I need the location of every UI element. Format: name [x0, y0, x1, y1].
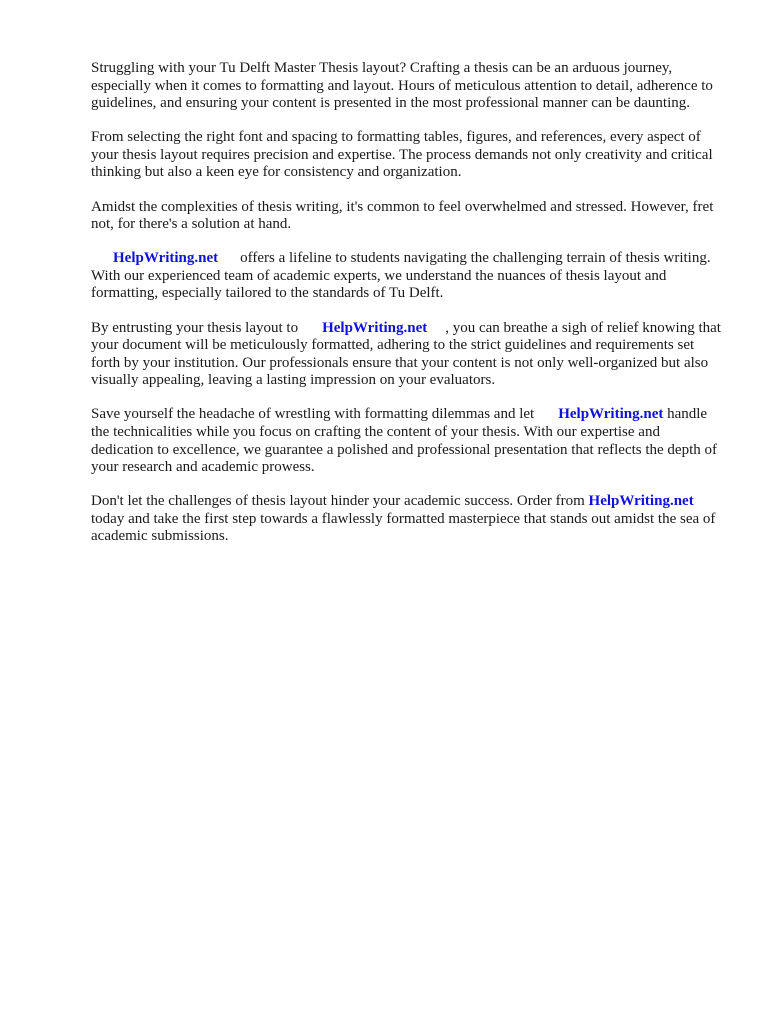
paragraph-lifeline	[91, 250, 723, 303]
paragraph-entrusting-text: , you can breathe a sigh of relief knowing that your document will be meticulously formatted, adhering to the strict guidelines and requirements set forth by your institution. Our professionals ensure that your content is not only well-organized but also visually appealing, leaving a lasting impression on your evaluators.	[91, 319, 721, 389]
helpwriting-link-3[interactable]: HelpWriting.net	[558, 406, 664, 423]
paragraph-complexities: Amidst the complexities of thesis writing, it's common to feel overwhelmed and stressed. However, fret not, for there's a solution at hand.	[91, 198, 714, 233]
paragraph-entrusting	[91, 320, 723, 390]
paragraph-order	[91, 493, 723, 546]
paragraph-formatting: From selecting the right font and spacing to formatting tables, figures, and references, every aspect of your thesis layout requires precision and expertise. The process demands not only creativity and critical thinking but also a keen eye for consistency and organization.	[91, 129, 713, 181]
helpwriting-link-1[interactable]: HelpWriting.net	[113, 250, 219, 267]
paragraph-order-text: today and take the first step towards a flawlessly formatted masterpiece that stands out amidst the sea of academic submissions.	[91, 510, 716, 545]
paragraph-headache-lead: Save yourself the headache of wrestling with formatting dilemmas and let	[91, 406, 535, 423]
paragraph-order-lead: Don't let the challenges of thesis layout hinder your academic success. Order from	[91, 493, 585, 510]
helpwriting-link-4[interactable]: HelpWriting.net	[588, 493, 694, 510]
paragraph-lifeline-text: offers a lifeline to students navigating the challenging terrain of thesis writing. With our experienced team of academic experts, we understand the nuances of thesis layout and formatting, especially tailored to the standards of Tu Delft.	[91, 250, 711, 302]
paragraph-entrusting-lead: By entrusting your thesis layout to	[91, 319, 299, 336]
paragraph-headache	[91, 406, 723, 476]
paragraph-headache-text: handle the technicalities while you focus on crafting the content of your thesis. With our expertise and dedication to excellence, we guarantee a polished and professional presentation that reflects the depth of your research and academic prowess.	[91, 406, 718, 476]
paragraph-intro: Struggling with your Tu Delft Master Thesis layout? Crafting a thesis can be an arduous journey, especially when it comes to formatting and layout. Hours of meticulous attention to detail, adherence to guidelines, and ensuring your content is presented in the most professional manner can be daunting.	[91, 60, 713, 112]
document-page	[91, 60, 723, 563]
helpwriting-link-2[interactable]: HelpWriting.net	[322, 319, 428, 336]
